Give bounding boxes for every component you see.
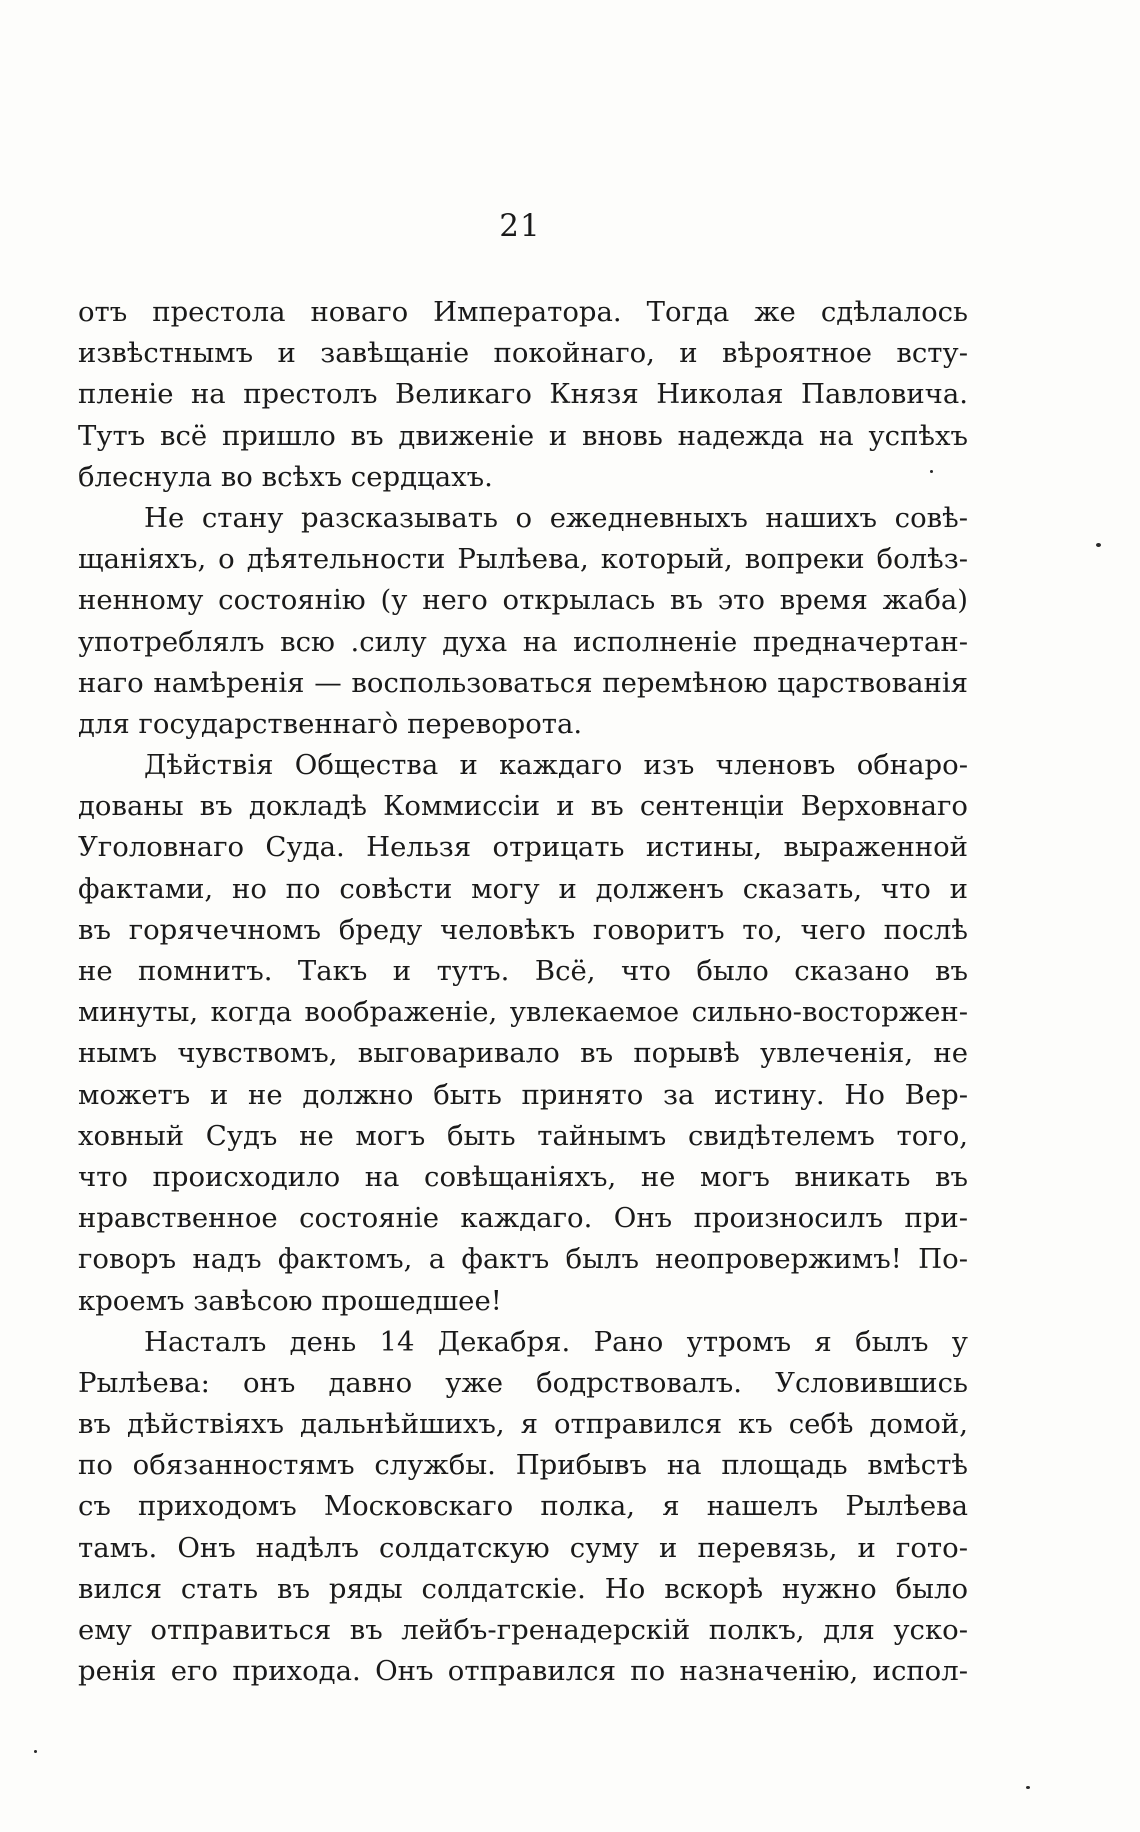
scan-speck [1096, 543, 1101, 547]
scan-speck [1026, 1786, 1030, 1789]
text-line: вился стать въ ряды солдатскіе. Но вскорѣ нужно было [78, 1572, 968, 1605]
text-line: щаніяхъ, о дѣятельности Рылѣева, который, вопреки болѣз- [78, 543, 968, 576]
text-line: минуты, когда воображеніе, увлекаемое сильно-восторжен- [78, 996, 968, 1029]
text-line: наго намѣренія — воспользоваться перемѣною царствованія [78, 666, 968, 699]
text-line: Не стану разсказывать о ежедневныхъ нашихъ совѣ- [144, 501, 968, 534]
text-line: ненному состоянію (у него открылась въ это время жаба) [78, 584, 968, 617]
text-line: нымъ чувствомъ, выговаривало въ порывѣ увлеченія, не [78, 1037, 968, 1070]
text-line: тамъ. Онъ надѣлъ солдатскую суму и перевязь, и гото- [78, 1531, 968, 1564]
text-line: по обязанностямъ службы. Прибывъ на площадь вмѣстѣ [78, 1449, 968, 1482]
text-line: нравственное состояніе каждаго. Онъ произносилъ при- [78, 1202, 968, 1235]
text-line: говоръ надъ фактомъ, а фактъ былъ неопровержимъ! По- [78, 1243, 968, 1276]
page-number: 21 [499, 208, 541, 244]
scan-speck [34, 1750, 37, 1753]
text-line: блеснула во всѣхъ сердцахъ. [78, 460, 493, 493]
text-line: можетъ и не должно быть принято за истину. Но Вер- [78, 1078, 968, 1111]
text-line: въ дѣйствіяхъ дальнѣйшихъ, я отправился къ себѣ домой, [78, 1408, 968, 1441]
body-text [78, 292, 968, 1692]
text-line: что происходило на совѣщаніяхъ, не могъ вникать въ [78, 1160, 968, 1193]
text-line: Насталъ день 14 Декабря. Рано утромъ я былъ у [144, 1325, 968, 1358]
text-line: съ приходомъ Московскаго полка, я нашелъ Рылѣева [78, 1490, 968, 1523]
text-line: отъ престола новаго Императора. Тогда же сдѣлалось [78, 296, 968, 328]
text-line: кроемъ завѣсою прошедшее! [78, 1284, 502, 1317]
text-line: ренія его прихода. Онъ отправился по назначенію, испол- [78, 1655, 968, 1688]
text-line: фактами, но по совѣсти могу и долженъ сказать, что и [78, 872, 968, 905]
text-line: ему отправиться въ лейбъ-гренадерскій полкъ, для уско- [78, 1614, 968, 1646]
text-line: пленіе на престолъ Великаго Князя Николая Павловича. [78, 378, 968, 411]
text-line: Дѣйствія Общества и каждаго изъ членовъ обнаро- [144, 749, 968, 782]
text-line: извѣстнымъ и завѣщаніе покойнаго, и вѣроятное всту- [78, 337, 968, 370]
text-line: для государственнагò переворота. [78, 707, 583, 740]
text-line: не помнитъ. Такъ и тутъ. Всё, что было сказано въ [78, 955, 968, 987]
text-line: ховный Судъ не могъ быть тайнымъ свидѣтелемъ того, [78, 1119, 968, 1152]
text-line: Рылѣева: онъ давно уже бодрствовалъ. Условившись [78, 1366, 968, 1399]
text-line: Уголовнаго Суда. Нельзя отрицать истины, выраженной [78, 831, 968, 864]
text-line: дованы въ докладѣ Коммиссіи и въ сентенціи Верховнаго [78, 790, 968, 823]
text-line: Тутъ всё пришло въ движеніе и вновь надежда на успѣхъ [78, 419, 968, 452]
scan-speck [930, 470, 933, 473]
text-line: употреблялъ всю .силу духа на исполненіе предначертан- [78, 625, 968, 658]
text-line: въ горячечномъ бреду человѣкъ говоритъ то, чего послѣ [78, 913, 968, 946]
